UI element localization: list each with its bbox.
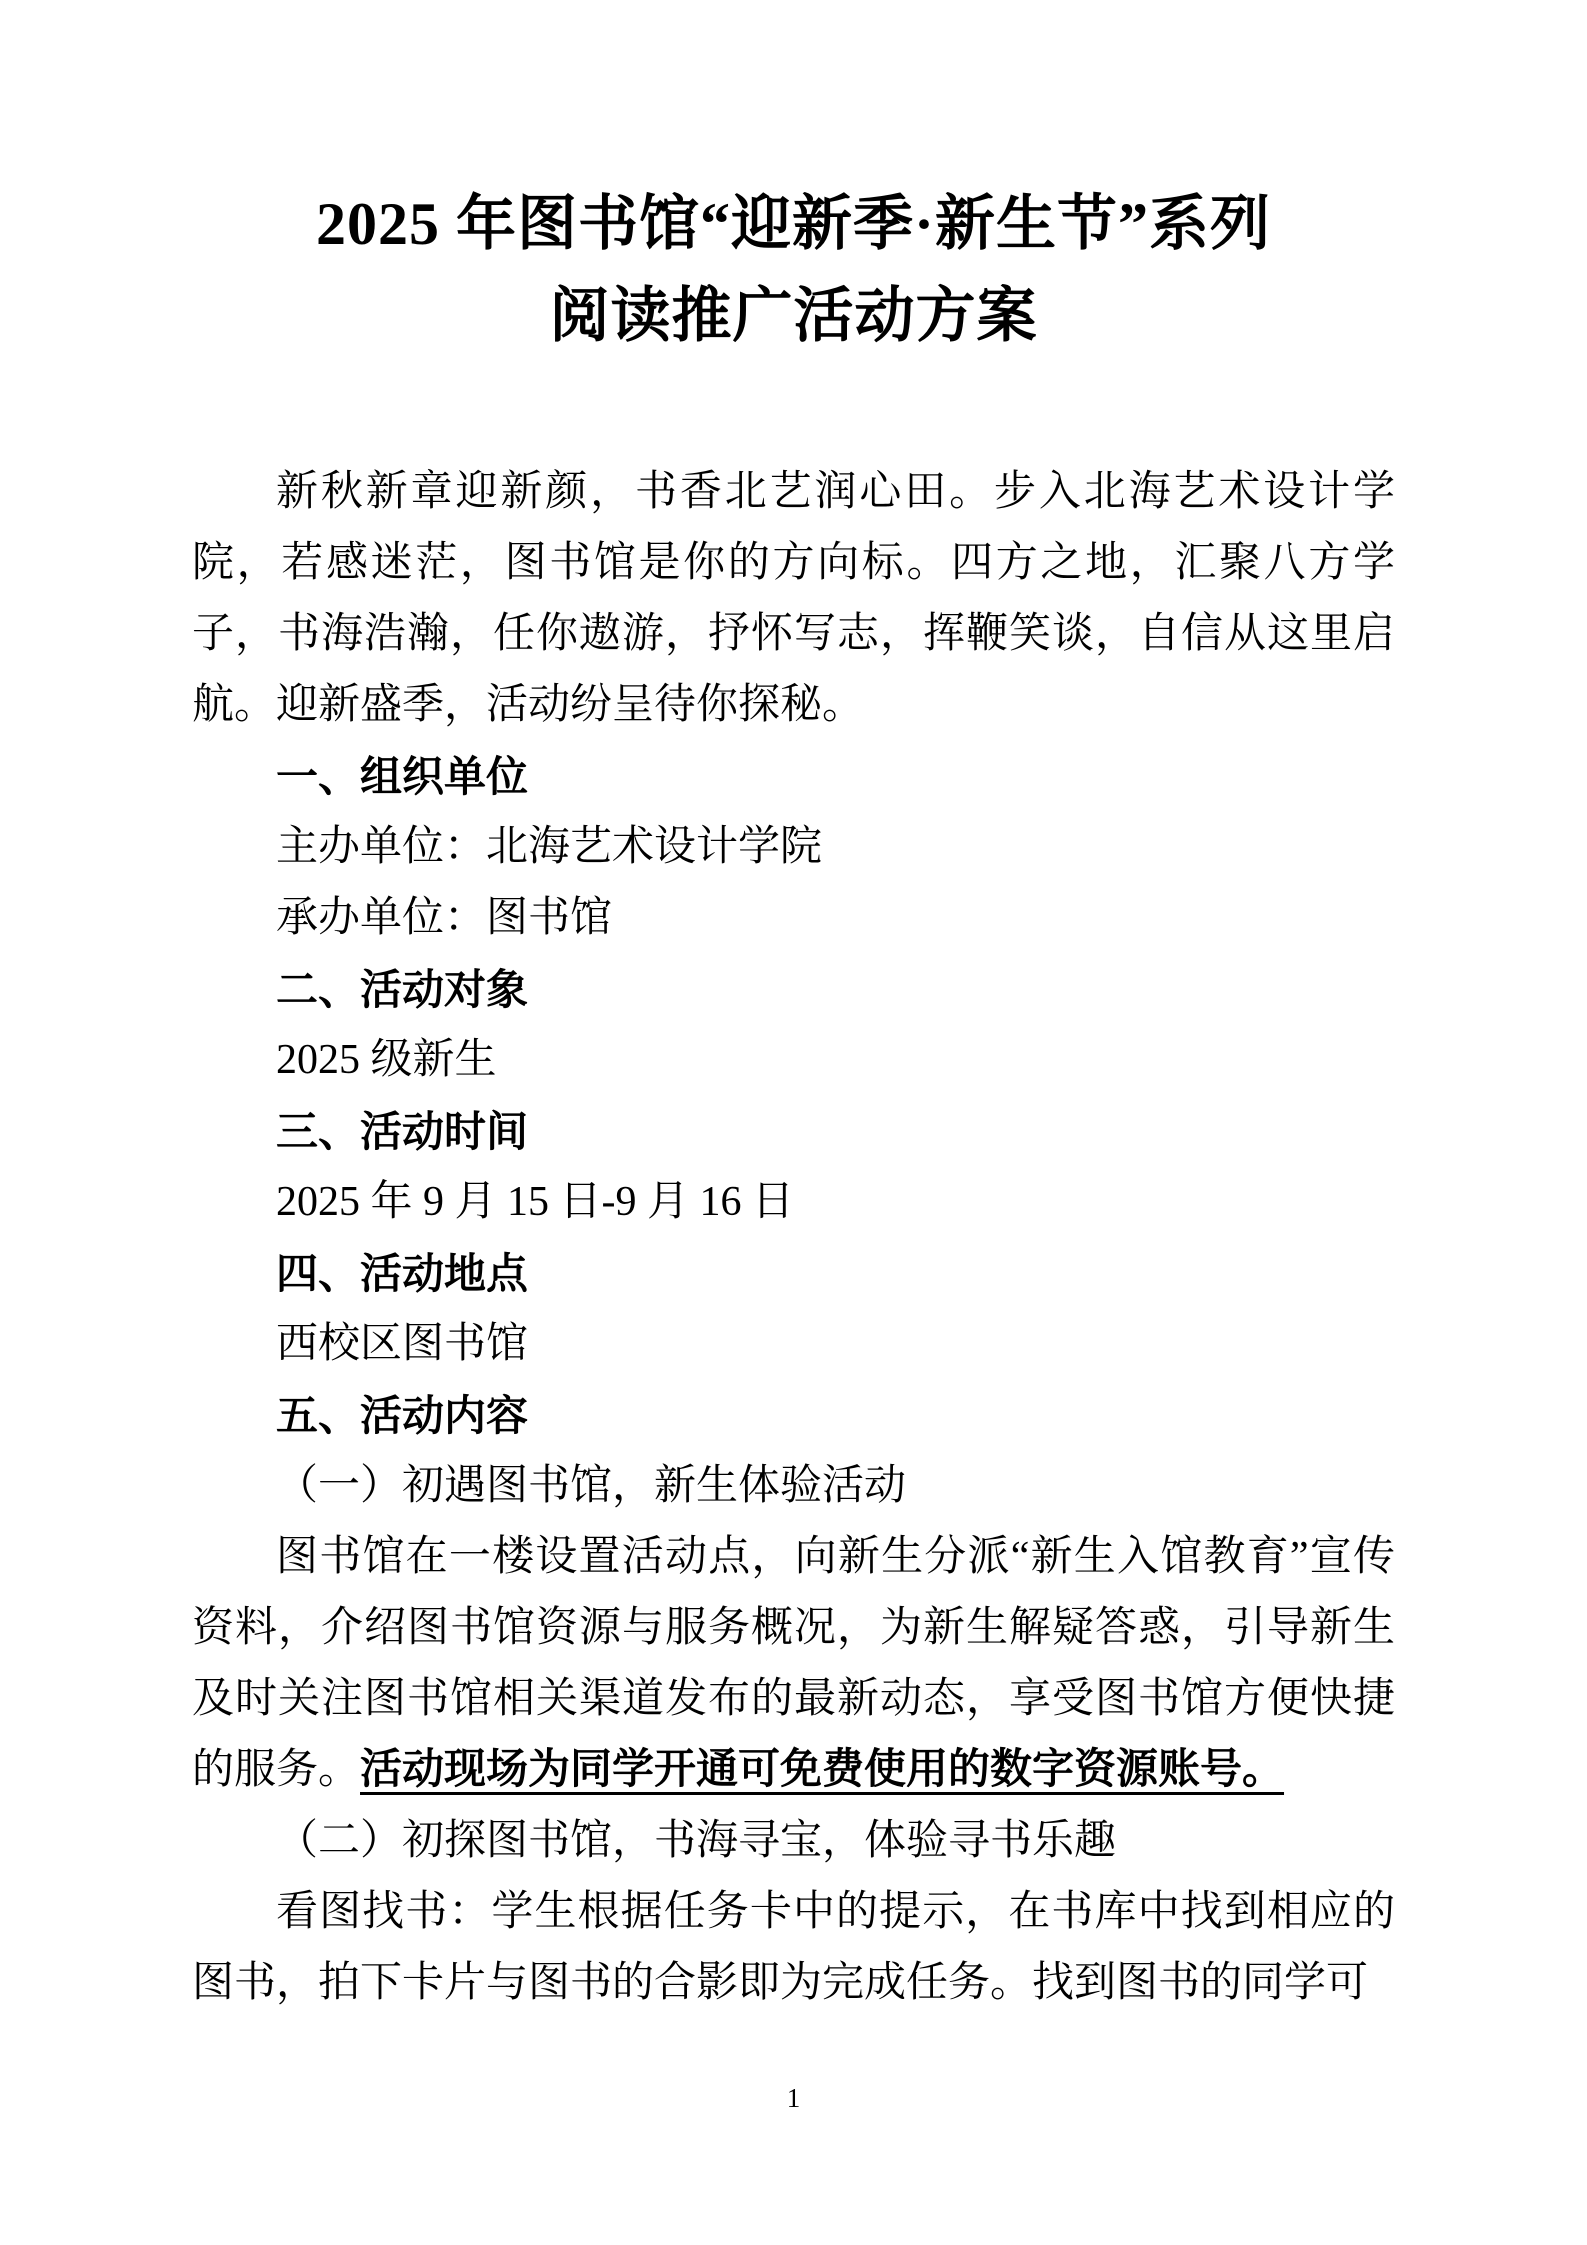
subsection-1-paragraph [192, 1522, 1395, 1806]
text-run: 图书馆在一楼设置活动点，向新生分派“新生入馆教育”宣传资料，介绍图书馆资源与服务概况，为新生解疑答惑，引导新生及时关注图书馆相关渠道发布的最新动态，享受图书馆方便快捷的服务。 [192, 1534, 1395, 1793]
section-1-heading: 一、组织单位 [276, 753, 529, 800]
subsection-2-heading: （二）初探图书馆，书海寻宝，体验寻书乐趣 [276, 1818, 1117, 1864]
section-1-organizer-unit-line: 承办单位：图书馆 [276, 895, 613, 941]
page-content [192, 0, 1395, 2019]
document-title [192, 178, 1395, 362]
section-2-audience-line: 2025 级新生 [276, 1037, 497, 1083]
text-run-bold-underline: 活动现场为同学开通可免费使用的数字资源账号。 [360, 1747, 1285, 1793]
section-3-heading: 三、活动时间 [276, 1108, 529, 1155]
document-title-line-2: 阅读推广活动方案 [549, 283, 1038, 349]
text-run: 看图找书：学生根据任务卡中的提示，在书库中找到相应的图书，拍下卡片与图书的合影即为完成任务。找到图书的同学可 [192, 1889, 1395, 2006]
section-4-location-line: 西校区图书馆 [276, 1321, 529, 1367]
document-title-line-1: 2025 年图书馆“迎新季·新生节”系列 [315, 191, 1271, 257]
section-1-host-unit-line: 主办单位：北海艺术设计学院 [276, 824, 823, 870]
section-4-heading: 四、活动地点 [276, 1250, 529, 1297]
intro-paragraph: 新秋新章迎新颜，书香北艺润心田。步入北海艺术设计学院，若感迷茫，图书馆是你的方向标。四方之地，汇聚八方学子，书海浩瀚，任你遨游，抒怀写志，挥鞭笑谈，自信从这里启航。迎新盛季，活动纷呈待你探秘。 [192, 469, 1395, 728]
subsection-1-heading: （一）初遇图书馆，新生体验活动 [276, 1463, 907, 1509]
section-5-heading: 五、活动内容 [276, 1392, 529, 1439]
document-body [192, 457, 1395, 2019]
subsection-2-paragraph [192, 1877, 1395, 2019]
page-number: 1 [786, 2083, 801, 2113]
section-2-heading: 二、活动对象 [276, 966, 529, 1013]
section-3-dates-line: 2025 年 9 月 15 日-9 月 16 日 [276, 1179, 794, 1225]
